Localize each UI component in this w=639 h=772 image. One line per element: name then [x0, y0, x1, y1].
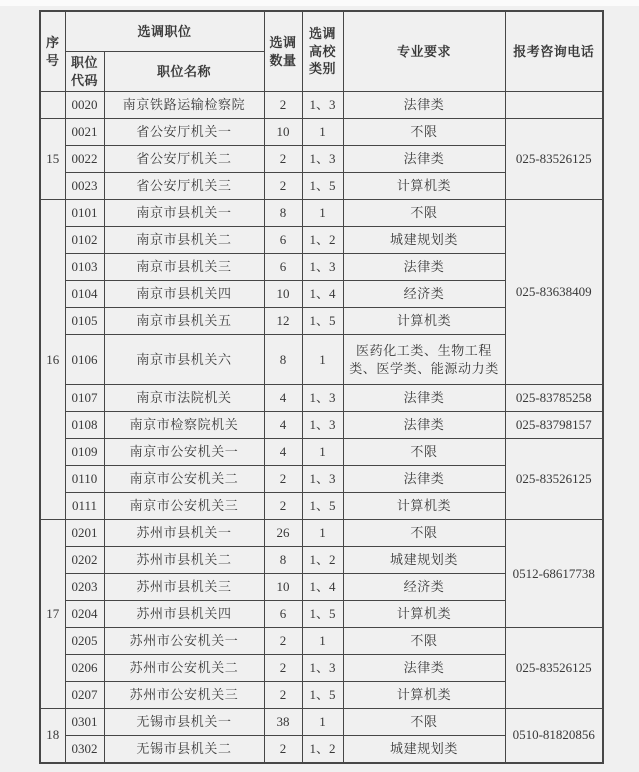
cell-category: 1、3 [302, 385, 343, 412]
cell-position-code: 0104 [65, 281, 104, 308]
col-header-name: 职位名称 [104, 52, 264, 92]
cell-major: 不限 [343, 520, 505, 547]
cell-position-name: 南京市县机关四 [104, 281, 264, 308]
cell-major: 计算机类 [343, 682, 505, 709]
cell-category: 1、5 [302, 601, 343, 628]
cell-count: 8 [264, 200, 302, 227]
cell-serial: 18 [40, 709, 65, 763]
cell-position-name: 南京市县机关五 [104, 308, 264, 335]
cell-category: 1、2 [302, 227, 343, 254]
cell-major: 法律类 [343, 92, 505, 119]
cell-count: 10 [264, 281, 302, 308]
cell-count: 2 [264, 736, 302, 763]
cell-position-name: 苏州市县机关三 [104, 574, 264, 601]
cell-position-name: 南京市县机关二 [104, 227, 264, 254]
cell-position-name: 南京市公安机关三 [104, 493, 264, 520]
cell-major: 城建规划类 [343, 547, 505, 574]
cell-major: 经济类 [343, 281, 505, 308]
cell-serial: 17 [40, 520, 65, 709]
cell-phone: 025-83526125 [505, 119, 603, 200]
cell-category: 1 [302, 628, 343, 655]
cell-position-name: 省公安厅机关二 [104, 146, 264, 173]
cell-category: 1 [302, 520, 343, 547]
cell-major: 城建规划类 [343, 736, 505, 763]
cell-category: 1、5 [302, 493, 343, 520]
cell-phone [505, 92, 603, 119]
cell-category: 1、3 [302, 466, 343, 493]
cell-position-code: 0022 [65, 146, 104, 173]
cell-category: 1、4 [302, 281, 343, 308]
cell-phone: 025-83526125 [505, 439, 603, 520]
cell-position-code: 0021 [65, 119, 104, 146]
cell-position-name: 无锡市县机关二 [104, 736, 264, 763]
cell-count: 2 [264, 173, 302, 200]
cell-major: 法律类 [343, 655, 505, 682]
cell-position-code: 0205 [65, 628, 104, 655]
cell-position-code: 0204 [65, 601, 104, 628]
top-strip [0, 0, 639, 6]
cell-category: 1、3 [302, 412, 343, 439]
cell-position-code: 0020 [65, 92, 104, 119]
cell-major: 不限 [343, 439, 505, 466]
cell-category: 1、5 [302, 308, 343, 335]
col-header-category: 选调高校类别 [302, 11, 343, 92]
cell-position-name: 苏州市公安机关三 [104, 682, 264, 709]
cell-major: 医药化工类、生物工程类、医学类、能源动力类 [343, 335, 505, 385]
cell-category: 1、2 [302, 547, 343, 574]
cell-position-name: 南京市县机关六 [104, 335, 264, 385]
cell-phone: 025-83798157 [505, 412, 603, 439]
cell-position-code: 0101 [65, 200, 104, 227]
cell-phone: 0512-68617738 [505, 520, 603, 628]
table-body [40, 92, 603, 763]
cell-position-name: 南京市检察院机关 [104, 412, 264, 439]
cell-major: 法律类 [343, 254, 505, 281]
cell-major: 法律类 [343, 466, 505, 493]
cell-count: 2 [264, 682, 302, 709]
table-row [40, 520, 603, 547]
table-row [40, 119, 603, 146]
col-header-serial: 序号 [40, 11, 65, 92]
position-table [39, 10, 604, 764]
cell-position-name: 省公安厅机关三 [104, 173, 264, 200]
cell-position-name: 南京市县机关三 [104, 254, 264, 281]
cell-major: 法律类 [343, 385, 505, 412]
cell-position-name: 南京市公安机关一 [104, 439, 264, 466]
col-header-group: 选调职位 [65, 11, 264, 52]
cell-count: 4 [264, 412, 302, 439]
table-row [40, 628, 603, 655]
cell-category: 1、3 [302, 254, 343, 281]
cell-position-name: 无锡市县机关一 [104, 709, 264, 736]
cell-position-code: 0202 [65, 547, 104, 574]
cell-position-name: 苏州市公安机关二 [104, 655, 264, 682]
cell-category: 1 [302, 200, 343, 227]
cell-position-code: 0110 [65, 466, 104, 493]
cell-serial: 16 [40, 200, 65, 520]
cell-category: 1、5 [302, 173, 343, 200]
cell-position-code: 0105 [65, 308, 104, 335]
cell-position-name: 苏州市县机关二 [104, 547, 264, 574]
cell-count: 2 [264, 628, 302, 655]
table-row [40, 709, 603, 736]
cell-count: 10 [264, 119, 302, 146]
cell-count: 2 [264, 655, 302, 682]
cell-category: 1 [302, 335, 343, 385]
cell-position-code: 0103 [65, 254, 104, 281]
cell-count: 26 [264, 520, 302, 547]
cell-count: 6 [264, 601, 302, 628]
cell-major: 计算机类 [343, 493, 505, 520]
cell-position-name: 南京市法院机关 [104, 385, 264, 412]
cell-count: 2 [264, 466, 302, 493]
cell-phone: 025-83638409 [505, 200, 603, 385]
cell-position-name: 省公安厅机关一 [104, 119, 264, 146]
cell-position-code: 0023 [65, 173, 104, 200]
cell-phone: 0510-81820856 [505, 709, 603, 763]
table-row [40, 200, 603, 227]
cell-position-code: 0107 [65, 385, 104, 412]
cell-position-code: 0111 [65, 493, 104, 520]
table-row [40, 385, 603, 412]
cell-position-code: 0201 [65, 520, 104, 547]
cell-position-name: 南京市县机关一 [104, 200, 264, 227]
col-header-count: 选调数量 [264, 11, 302, 92]
table-row [40, 439, 603, 466]
cell-position-name: 苏州市县机关一 [104, 520, 264, 547]
cell-major: 不限 [343, 200, 505, 227]
cell-major: 计算机类 [343, 601, 505, 628]
cell-count: 8 [264, 335, 302, 385]
cell-count: 4 [264, 439, 302, 466]
cell-position-name: 南京市公安机关二 [104, 466, 264, 493]
cell-count: 2 [264, 493, 302, 520]
cell-major: 计算机类 [343, 308, 505, 335]
cell-position-code: 0207 [65, 682, 104, 709]
cell-category: 1、4 [302, 574, 343, 601]
cell-major: 经济类 [343, 574, 505, 601]
cell-major: 法律类 [343, 146, 505, 173]
cell-position-code: 0102 [65, 227, 104, 254]
cell-serial: 15 [40, 119, 65, 200]
cell-category: 1、2 [302, 736, 343, 763]
cell-position-code: 0302 [65, 736, 104, 763]
cell-phone: 025-83526125 [505, 628, 603, 709]
cell-phone: 025-83785258 [505, 385, 603, 412]
cell-position-code: 0206 [65, 655, 104, 682]
cell-count: 4 [264, 385, 302, 412]
cell-serial [40, 92, 65, 119]
cell-category: 1、3 [302, 92, 343, 119]
cell-count: 38 [264, 709, 302, 736]
cell-count: 8 [264, 547, 302, 574]
cell-position-name: 苏州市公安机关一 [104, 628, 264, 655]
col-header-code: 职位代码 [65, 52, 104, 92]
cell-position-code: 0203 [65, 574, 104, 601]
cell-category: 1、3 [302, 146, 343, 173]
cell-count: 12 [264, 308, 302, 335]
cell-position-code: 0109 [65, 439, 104, 466]
cell-category: 1 [302, 709, 343, 736]
col-header-major: 专业要求 [343, 11, 505, 92]
cell-major: 不限 [343, 709, 505, 736]
cell-major: 不限 [343, 119, 505, 146]
cell-major: 不限 [343, 628, 505, 655]
cell-category: 1 [302, 439, 343, 466]
cell-position-code: 0108 [65, 412, 104, 439]
table-header [40, 11, 603, 92]
cell-position-code: 0106 [65, 335, 104, 385]
cell-major: 城建规划类 [343, 227, 505, 254]
cell-major: 法律类 [343, 412, 505, 439]
cell-position-code: 0301 [65, 709, 104, 736]
cell-category: 1、5 [302, 682, 343, 709]
col-header-phone: 报考咨询电话 [505, 11, 603, 92]
cell-position-name: 南京铁路运输检察院 [104, 92, 264, 119]
cell-count: 2 [264, 92, 302, 119]
cell-count: 10 [264, 574, 302, 601]
table-row [40, 412, 603, 439]
cell-category: 1、3 [302, 655, 343, 682]
cell-count: 6 [264, 227, 302, 254]
header-row-1 [40, 11, 603, 52]
cell-count: 2 [264, 146, 302, 173]
table-row [40, 92, 603, 119]
cell-position-name: 苏州市县机关四 [104, 601, 264, 628]
cell-count: 6 [264, 254, 302, 281]
cell-major: 计算机类 [343, 173, 505, 200]
cell-category: 1 [302, 119, 343, 146]
